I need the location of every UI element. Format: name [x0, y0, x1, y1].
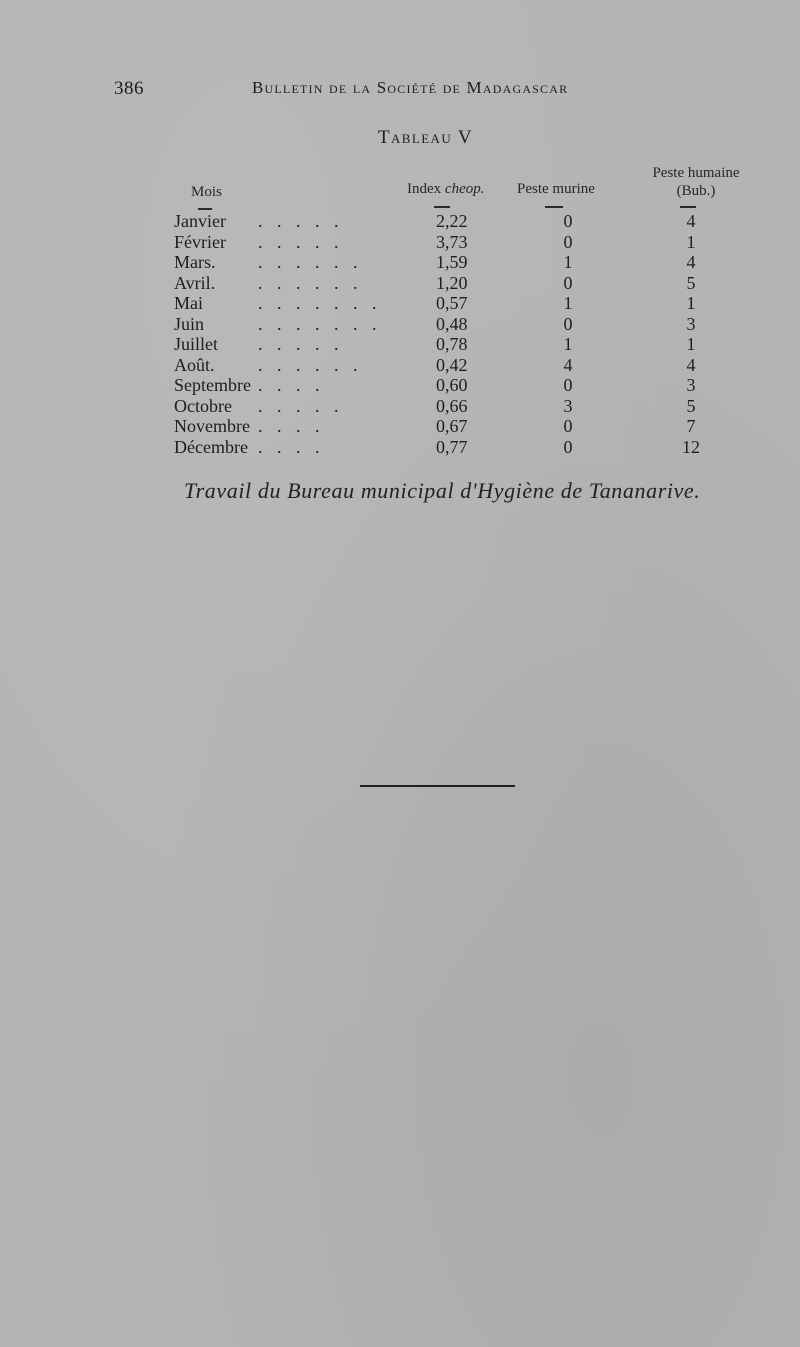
month-cell: Juin: [174, 313, 205, 334]
header-dash-humaine: [680, 206, 696, 208]
table-row: [0, 211, 800, 232]
end-rule: [360, 785, 515, 787]
peste-murine-cell: 0: [563, 436, 573, 457]
peste-murine-cell: 0: [563, 416, 573, 436]
peste-murine-cell: 1: [563, 334, 573, 354]
header-peste-murine: Peste murine: [517, 181, 595, 197]
index-cheop-cell: 1,20: [436, 272, 468, 293]
table-row: [0, 375, 800, 396]
peste-murine-cell: 1: [563, 293, 573, 313]
index-cheop-cell: 0,67: [436, 416, 468, 436]
leader-dots: . . . . . .: [258, 354, 363, 375]
month-cell: Juillet: [174, 334, 218, 354]
month-cell: Mars.: [174, 252, 216, 272]
month-cell: Avril.: [174, 272, 216, 293]
table-caption: Travail du Bureau municipal d'Hygiène de Tananarive.: [184, 478, 701, 503]
table-row: [0, 355, 800, 376]
page-number: 386: [114, 78, 144, 99]
header-peste-humaine: [636, 164, 756, 200]
index-cheop-cell: 2,22: [436, 211, 468, 231]
index-cheop-cell: 0,77: [436, 436, 468, 457]
leader-dots: . . . . .: [258, 231, 344, 252]
table-title: Tableau V: [378, 127, 474, 148]
peste-humaine-cell: 5: [686, 272, 696, 293]
index-cheop-cell: 0,60: [436, 375, 468, 395]
header-index: [407, 180, 484, 198]
index-cheop-cell: 3,73: [436, 231, 468, 252]
leader-dots: . . . .: [258, 375, 325, 395]
peste-humaine-cell: 4: [686, 211, 696, 231]
month-cell: Février: [174, 231, 226, 252]
header-humaine-line2: (Bub.): [676, 183, 716, 199]
leader-dots: . . . . . . .: [258, 293, 382, 313]
leader-dots: . . . . . . .: [258, 313, 382, 334]
month-cell: Novembre: [174, 416, 250, 436]
peste-humaine-cell: 12: [682, 436, 700, 457]
index-cheop-cell: 0,48: [436, 313, 468, 334]
peste-humaine-cell: 1: [686, 334, 696, 354]
peste-humaine-cell: 5: [686, 395, 696, 416]
peste-murine-cell: 0: [563, 313, 573, 334]
peste-humaine-cell: 4: [686, 354, 696, 375]
table-row: [0, 252, 800, 273]
leader-dots: . . . . . .: [258, 252, 363, 272]
peste-murine-cell: 0: [563, 211, 573, 231]
leader-dots: . . . .: [258, 436, 325, 457]
month-cell: Septembre: [174, 375, 251, 395]
table-row: [0, 273, 800, 294]
header-dash-mois: [198, 208, 212, 210]
leader-dots: . . . . .: [258, 395, 344, 416]
table-row: [0, 416, 800, 437]
leader-dots: . . . . .: [258, 211, 344, 231]
index-cheop-cell: 0,66: [436, 395, 468, 416]
peste-murine-cell: 1: [563, 252, 573, 272]
peste-humaine-cell: 3: [686, 375, 696, 395]
leader-dots: . . . . .: [258, 334, 344, 354]
peste-murine-cell: 3: [563, 395, 573, 416]
month-cell: Août.: [174, 354, 215, 375]
table-row: [0, 437, 800, 458]
leader-dots: . . . .: [258, 416, 325, 436]
table-row: [0, 314, 800, 335]
peste-murine-cell: 0: [563, 231, 573, 252]
leader-dots: . . . . . .: [258, 272, 363, 293]
header-index-prefix: Index: [407, 181, 442, 197]
peste-humaine-cell: 7: [686, 416, 696, 436]
month-cell: Janvier: [174, 211, 226, 231]
month-cell: Mai: [174, 293, 203, 313]
month-cell: Octobre: [174, 395, 232, 416]
header-humaine-line1: Peste humaine: [652, 165, 740, 181]
header-dash-index: [434, 206, 450, 208]
month-cell: Décembre: [174, 436, 248, 457]
index-cheop-cell: 0,57: [436, 293, 468, 313]
table-row: [0, 396, 800, 417]
peste-humaine-cell: 1: [686, 231, 696, 252]
peste-humaine-cell: 1: [686, 293, 696, 313]
peste-murine-cell: 4: [563, 354, 573, 375]
index-cheop-cell: 0,42: [436, 354, 468, 375]
table-row: [0, 293, 800, 314]
data-table: [0, 211, 800, 457]
table-row: [0, 232, 800, 253]
peste-murine-cell: 0: [563, 375, 573, 395]
peste-humaine-cell: 3: [686, 313, 696, 334]
header-index-italic: cheop.: [444, 181, 485, 197]
running-head: Bulletin de la Société de Madagascar: [252, 78, 569, 97]
peste-humaine-cell: 4: [686, 252, 696, 272]
index-cheop-cell: 0,78: [436, 334, 468, 354]
peste-murine-cell: 0: [563, 272, 573, 293]
index-cheop-cell: 1,59: [436, 252, 468, 272]
header-dash-murine: [545, 206, 563, 208]
header-mois: Mois: [191, 184, 222, 200]
table-row: [0, 334, 800, 355]
